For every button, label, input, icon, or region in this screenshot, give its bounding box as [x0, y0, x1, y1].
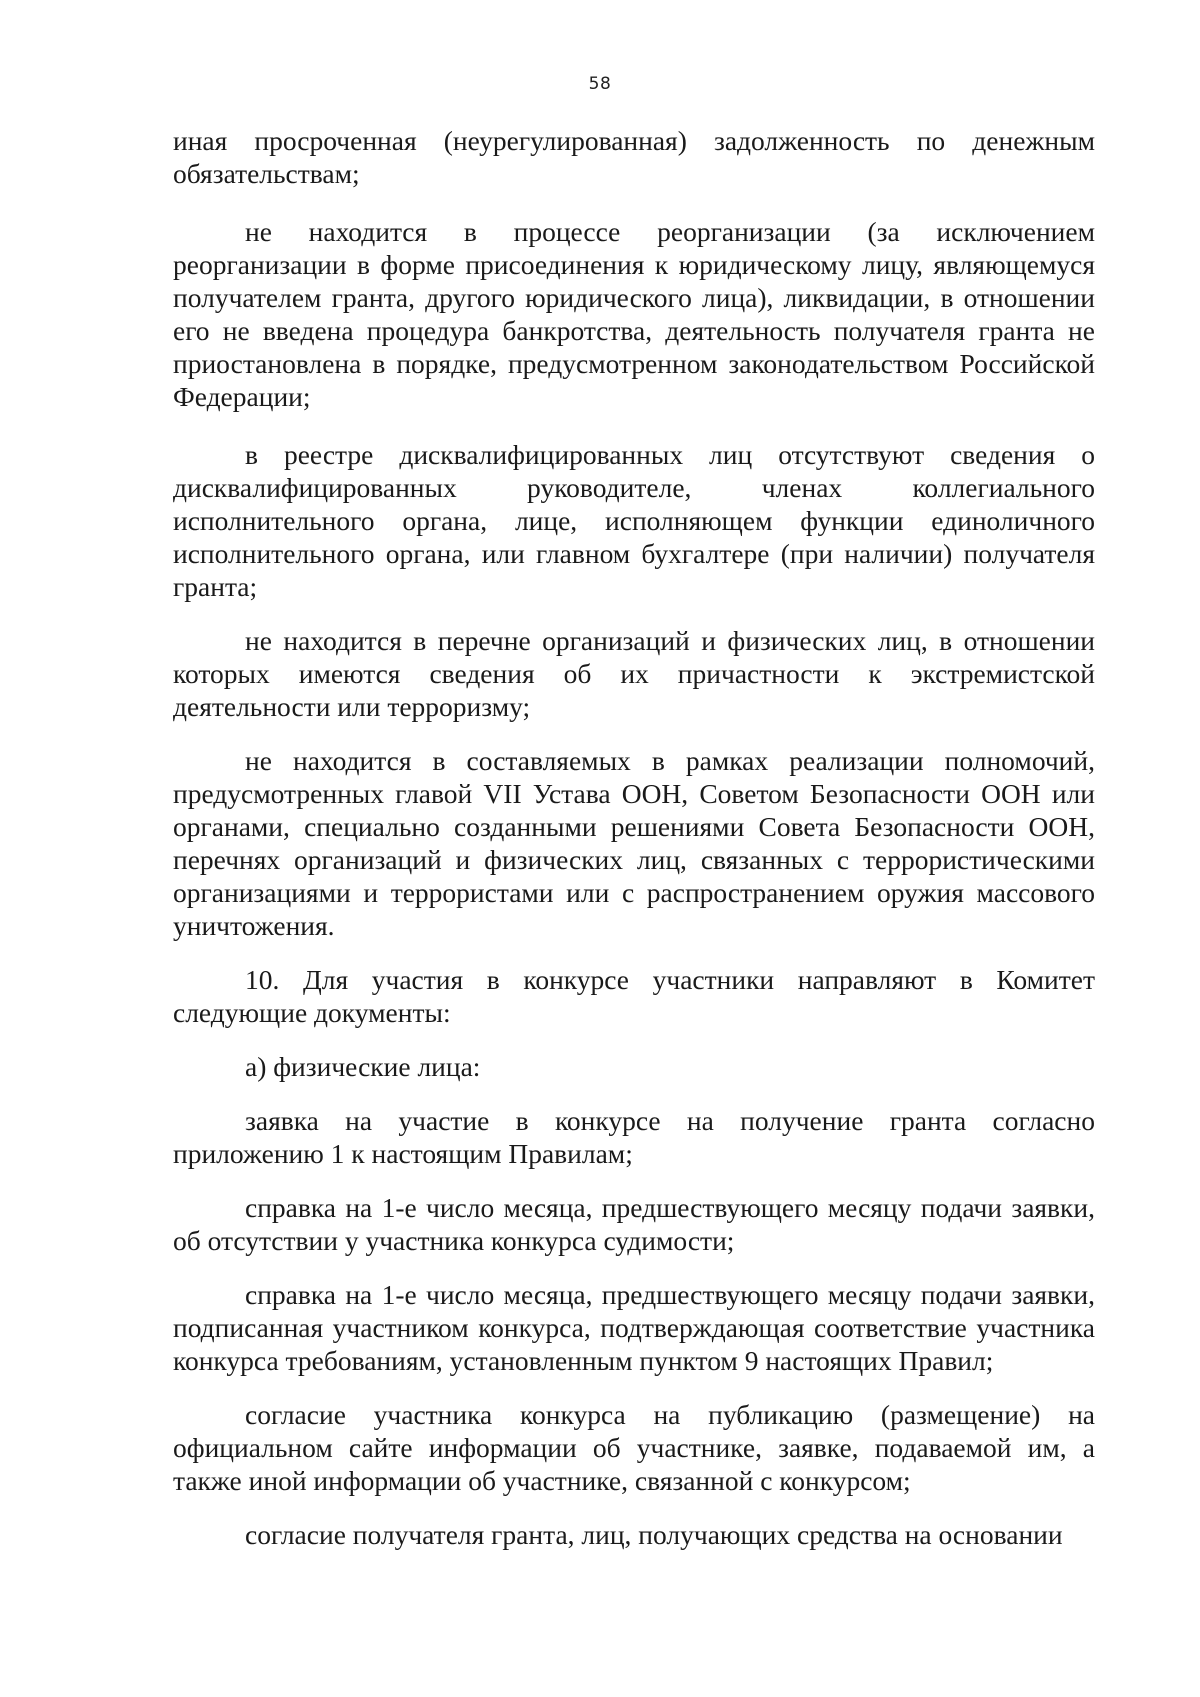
paragraph-publication-consent: согласие участника конкурса на публикацию (размещение) на официальном сайте информации об участнике, заявке, подаваемой им, а также иной информации об участнике, связанной с конкурсом;	[173, 1399, 1095, 1496]
paragraph-extremism-list: не находится в перечне организаций и физических лиц, в отношении которых имеются сведения об их причастности к экстремистской деятельности или терроризму;	[173, 625, 1095, 722]
paragraph-individuals: а) физические лица:	[245, 1051, 481, 1082]
paragraph-no-criminal-record: справка на 1-е число месяца, предшествующего месяцу подачи заявки, об отсутствии у участника конкурса судимости;	[173, 1192, 1095, 1256]
document-body	[173, 124, 1095, 1551]
page-number: 58	[588, 74, 612, 94]
paragraph-no-reorganization: не находится в процессе реорганизации (за исключением реорганизации в форме присоединения к юридическому лицу, являющемуся получателем гранта, другого юридического лица), ликвидации, в отношении его не введена процедура банкротства, деятельность получателя гранта не приостановлена в порядке, предусмотренном законодательством Российской Федерации;	[173, 216, 1095, 412]
paragraph-compliance-certificate: справка на 1-е число месяца, предшествующего месяцу подачи заявки, подписанная участником конкурса, подтверждающая соответствие участника конкурса требованиям, установленным пунктом 9 настоящих Правил;	[173, 1279, 1095, 1376]
paragraph-item-10: 10. Для участия в конкурсе участники направляют в Комитет следующие документы:	[173, 964, 1095, 1028]
paragraph-overdue-debt: иная просроченная (неурегулированная) задолженность по денежным обязательствам;	[173, 125, 1095, 189]
paragraph-grant-recipient-consent: согласие получателя гранта, лиц, получающих средства на основании	[245, 1519, 1063, 1550]
paragraph-disqualified-registry: в реестре дисквалифицированных лиц отсутствуют сведения о дисквалифицированных руководителе, членах коллегиального исполнительного органа, лице, исполняющем функции единоличного исполнительного органа, или главном бухгалтере (при наличии) получателя гранта;	[173, 439, 1095, 602]
paragraph-application: заявка на участие в конкурсе на получение гранта согласно приложению 1 к настоящим Правилам;	[173, 1105, 1095, 1169]
paragraph-un-sanctions-list: не находится в составляемых в рамках реализации полномочий, предусмотренных главой VII Устава ООН, Советом Безопасности ООН или органами, специально созданными решениями Совета Безопасности ООН, перечнях организаций и физических лиц, связанных с террористическими организациями и террористами или с распространением оружия массового уничтожения.	[173, 745, 1095, 941]
